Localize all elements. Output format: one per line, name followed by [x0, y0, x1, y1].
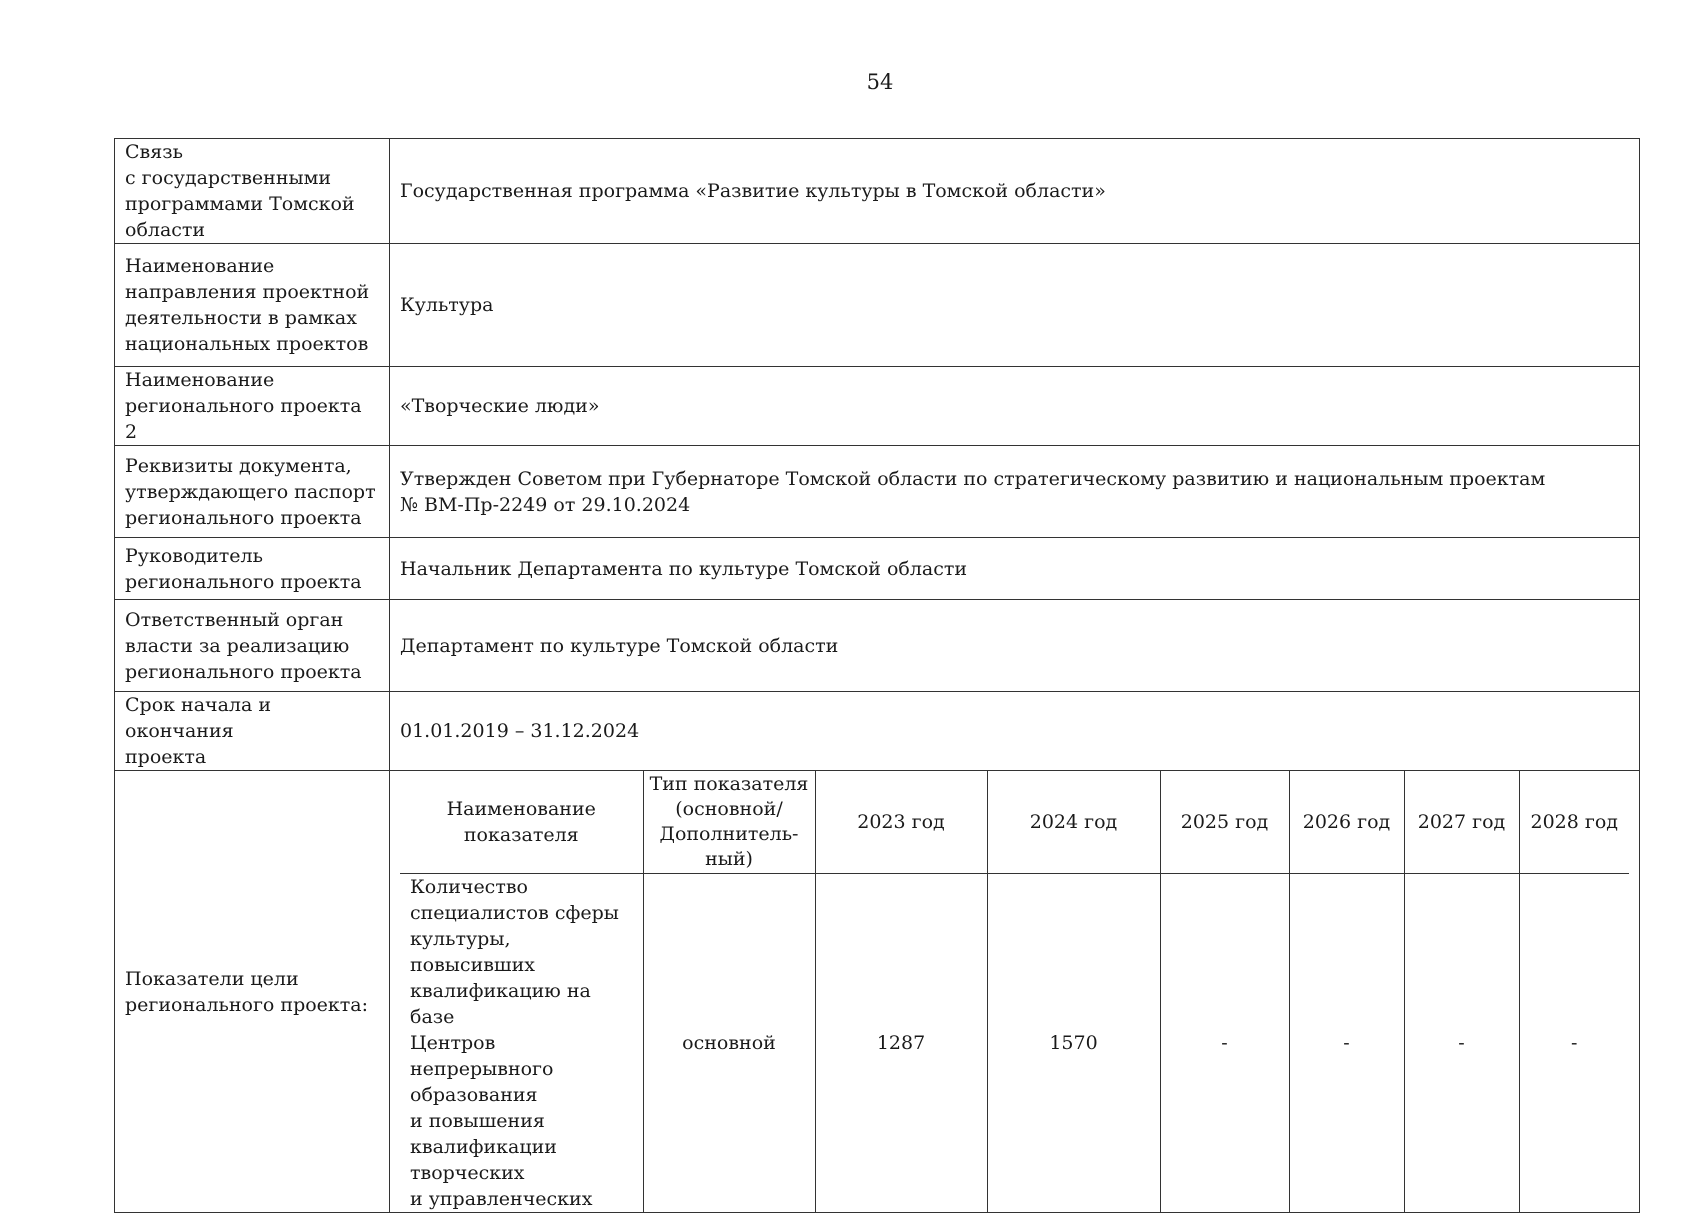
indicators-cell [390, 771, 1640, 1213]
document-value: Утвержден Советом при Губернаторе Томской области по стратегическому развитию и национальным проектам № ВМ-Пр-2249 от 29.10.2024 [390, 446, 1640, 538]
head-label: Руководитель регионального проекта [115, 538, 390, 600]
header-2027: 2027 год [1404, 771, 1519, 874]
direction-value: Культура [390, 244, 1640, 367]
head-row [115, 538, 1640, 600]
indicator-row [400, 874, 1629, 1213]
gov-program-row [115, 139, 1640, 244]
authority-row [115, 600, 1640, 692]
project-name-value: «Творческие люди» [390, 367, 1640, 446]
gov-program-label: Связь с государственными программами Томской области [115, 139, 390, 244]
header-type: Тип показателя (основной/ Дополнитель- ный) [643, 771, 815, 874]
indicators-header-row [400, 771, 1629, 874]
header-name: Наименование показателя [400, 771, 643, 874]
indicator-2027: - [1404, 874, 1519, 1213]
document-label: Реквизиты документа, утверждающего паспорт регионального проекта [115, 446, 390, 538]
indicators-table [400, 771, 1629, 1212]
indicator-2028: - [1519, 874, 1629, 1213]
authority-value: Департамент по культуре Томской области [390, 600, 1640, 692]
head-value: Начальник Департамента по культуре Томской области [390, 538, 1640, 600]
indicators-row [115, 771, 1640, 1213]
header-2028: 2028 год [1519, 771, 1629, 874]
indicator-2026: - [1289, 874, 1404, 1213]
indicator-2023: 1287 [815, 874, 987, 1213]
indicator-2025: - [1160, 874, 1289, 1213]
term-row [115, 692, 1640, 771]
page-number: 54 [866, 70, 894, 94]
header-2025: 2025 год [1160, 771, 1289, 874]
header-2024: 2024 год [987, 771, 1160, 874]
gov-program-value: Государственная программа «Развитие культуры в Томской области» [390, 139, 1640, 244]
document-row [115, 446, 1640, 538]
project-name-label: Наименование регионального проекта 2 [115, 367, 390, 446]
authority-label: Ответственный орган власти за реализацию регионального проекта [115, 600, 390, 692]
header-2023: 2023 год [815, 771, 987, 874]
indicators-label: Показатели цели регионального проекта: [115, 771, 390, 1213]
direction-label: Наименование направления проектной деятельности в рамках национальных проектов [115, 244, 390, 367]
term-label: Срок начала и окончания проекта [115, 692, 390, 771]
indicator-2024: 1570 [987, 874, 1160, 1213]
term-value: 01.01.2019 – 31.12.2024 [390, 692, 1640, 771]
project-name-row [115, 367, 1640, 446]
indicator-type: основной [643, 874, 815, 1213]
indicator-name: Количество специалистов сферы культуры, повысивших квалификацию на базе Центров непрерывного образования и повышения квалификации творческих и управленческих [400, 874, 643, 1213]
project-passport-table [114, 138, 1640, 1213]
header-2026: 2026 год [1289, 771, 1404, 874]
direction-row [115, 244, 1640, 367]
